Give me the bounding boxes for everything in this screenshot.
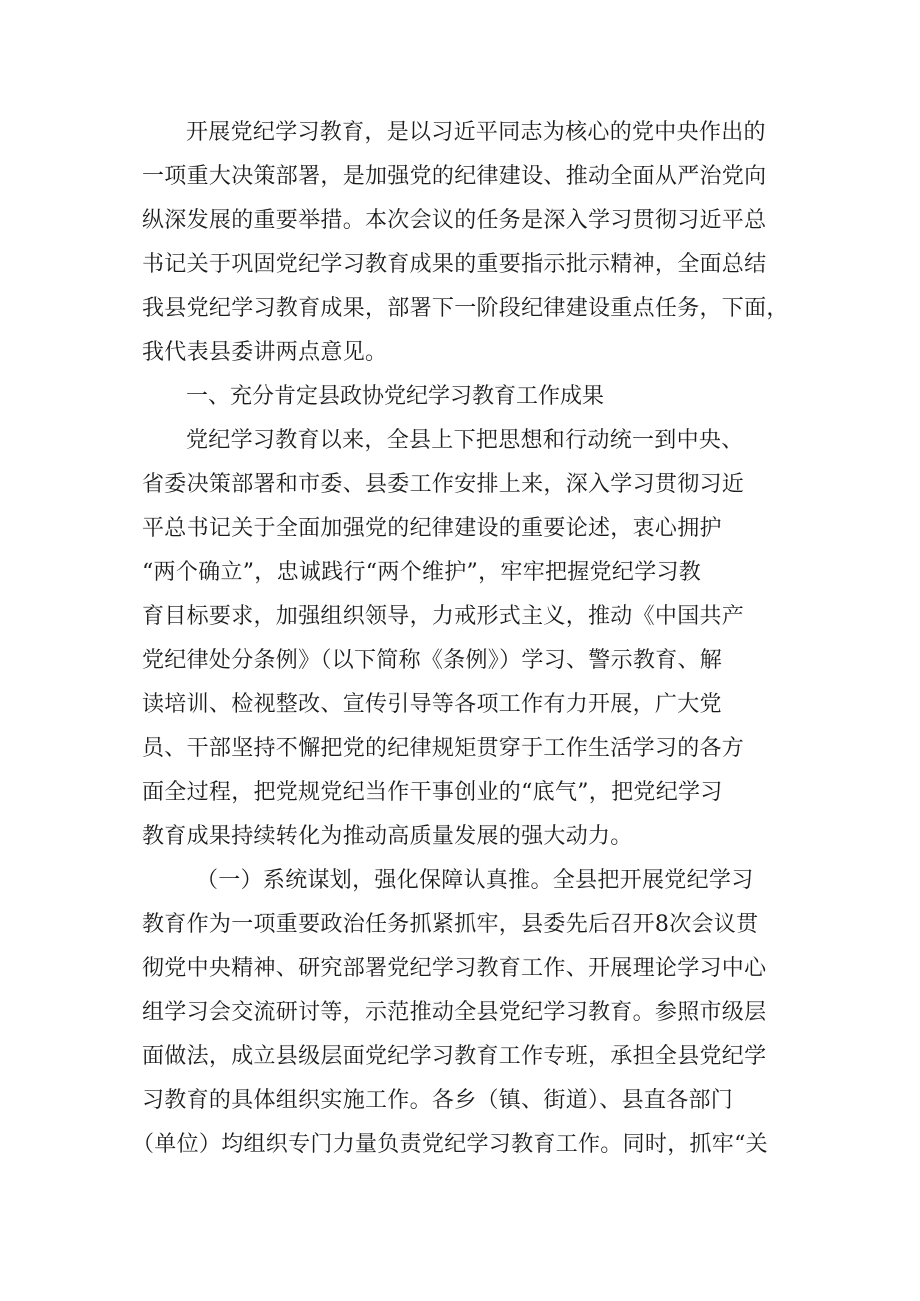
subsection-line-7: （单位）均组织专门力量负责党纪学习教育工作。同时，抓牢“关 <box>132 1132 768 1157</box>
section-line-5: 育目标要求，加强组织领导，力戒形式主义，推动《中国共产 <box>142 604 745 629</box>
section-line-8: 员、干部坚持不懈把党的纪律规矩贯穿于工作生活学习的各方 <box>142 736 745 761</box>
section-line-9: 面全过程，把党规党纪当作干事创业的“底气”，把党纪学习 <box>142 780 723 805</box>
subsection-line-2: 教育作为一项重要政治任务抓紧抓牢，县委先后召开8次会议贯 <box>142 912 759 937</box>
section-line-1: 党纪学习教育以来，全县上下把思想和行动统一到中央、 <box>186 428 744 453</box>
subsection-line-6: 习教育的具体组织实施工作。各乡（镇、街道）、县直各部门 <box>142 1088 734 1113</box>
intro-line-1: 开展党纪学习教育，是以习近平同志为核心的党中央作出的 <box>186 120 766 145</box>
section-line-3: 平总书记关于全面加强党的纪律建设的重要论述，衷心拥护 <box>142 516 722 541</box>
intro-line-4: 书记关于巩固党纪学习教育成果的重要指示批示精神，全面总结 <box>142 252 767 277</box>
section-line-6: 党纪律处分条例》（以下简称《条例》）学习、警示教育、解 <box>142 648 723 673</box>
subsection-line-1: （一）系统谋划，强化保障认真推。全县把开展党纪学习 <box>196 868 754 893</box>
section-line-2: 省委决策部署和市委、县委工作安排上来，深入学习贯彻习近 <box>142 472 745 497</box>
subsection-line-4: 组学习会交流研讨等，示范推动全县党纪学习教育。参照市级层 <box>142 1000 767 1025</box>
intro-line-5: 我县党纪学习教育成果，部署下一阶段纪律建设重点任务，下面， <box>142 296 789 321</box>
intro-line-3: 纵深发展的重要举措。本次会议的任务是深入学习贯彻习近平总 <box>142 208 767 233</box>
section-line-7: 读培训、检视整改、宣传引导等各项工作有力开展，广大党 <box>142 692 722 717</box>
section-heading: 一、充分肯定县政协党纪学习教育工作成果 <box>186 384 605 409</box>
section-line-10: 教育成果持续转化为推动高质量发展的强大动力。 <box>142 824 633 849</box>
subsection-line-3: 彻党中央精神、研究部署党纪学习教育工作、开展理论学习中心 <box>142 956 767 981</box>
subsection-line-5: 面做法，成立县级层面党纪学习教育工作专班，承担全县党纪学 <box>142 1044 767 1069</box>
section-line-4: “两个确立”，忠诚践行“两个维护”，牢牢把握党纪学习教 <box>142 560 702 585</box>
intro-line-2: 一项重大决策部署，是加强党的纪律建设、推动全面从严治党向 <box>142 164 767 189</box>
intro-line-6: 我代表县委讲两点意见。 <box>142 340 388 365</box>
